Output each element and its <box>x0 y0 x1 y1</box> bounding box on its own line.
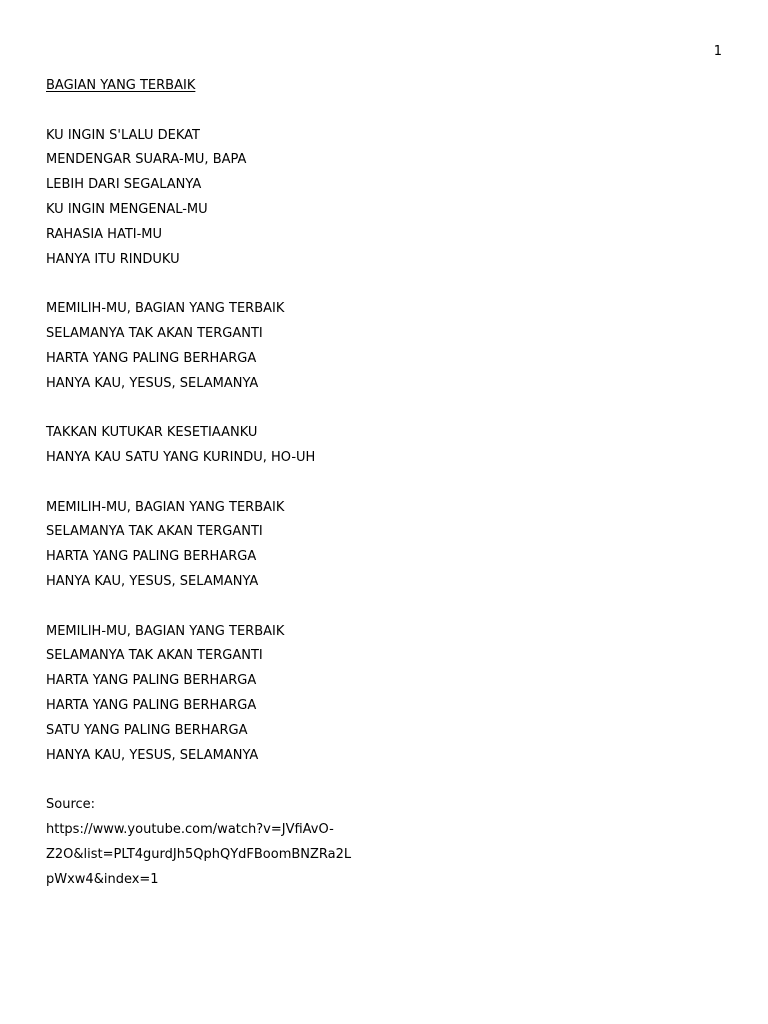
lyric-line: SATU YANG PALING BERHARGA <box>46 722 248 738</box>
stanza-4 <box>46 496 726 595</box>
song-title: BAGIAN YANG TERBAIK <box>46 78 196 93</box>
source-url-line[interactable]: Z2O&list=PLT4gurdJh5QphQYdFBoomBNZRa2L <box>46 846 352 862</box>
stanza-3 <box>46 421 726 471</box>
source-block <box>46 793 726 892</box>
lyric-line: HANYA KAU, YESUS, SELAMANYA <box>46 573 259 589</box>
lyric-line: HANYA KAU, YESUS, SELAMANYA <box>46 747 259 763</box>
lyric-line: SELAMANYA TAK AKAN TERGANTI <box>46 524 263 540</box>
stanza-1 <box>46 124 726 273</box>
lyric-line: SELAMANYA TAK AKAN TERGANTI <box>46 325 263 341</box>
lyric-line: LEBIH DARI SEGALANYA <box>46 177 202 193</box>
lyric-line: HARTA YANG PALING BERHARGA <box>46 549 257 565</box>
lyric-line: MEMILIH-MU, BAGIAN YANG TERBAIK <box>46 623 285 639</box>
lyric-line: RAHASIA HATI-MU <box>46 226 163 242</box>
stanza-5 <box>46 620 726 769</box>
lyric-line: KU INGIN S'LALU DEKAT <box>46 127 200 143</box>
lyric-line: HARTA YANG PALING BERHARGA <box>46 673 257 689</box>
lyric-line: TAKKAN KUTUKAR KESETIAANKU <box>46 425 258 441</box>
stanza-2 <box>46 297 726 396</box>
page-number: 1 <box>713 44 722 59</box>
lyric-line: MEMILIH-MU, BAGIAN YANG TERBAIK <box>46 499 285 515</box>
source-url-line[interactable]: https://www.youtube.com/watch?v=JVfiAvO- <box>46 821 334 837</box>
lyric-line: HANYA KAU SATU YANG KURINDU, HO-UH <box>46 449 316 465</box>
lyric-line: HARTA YANG PALING BERHARGA <box>46 350 257 366</box>
lyrics-content <box>46 74 726 892</box>
lyric-line: HARTA YANG PALING BERHARGA <box>46 697 257 713</box>
lyric-line: HANYA KAU, YESUS, SELAMANYA <box>46 375 259 391</box>
lyric-line: SELAMANYA TAK AKAN TERGANTI <box>46 648 263 664</box>
source-label: Source: <box>46 797 96 813</box>
lyric-line: MENDENGAR SUARA-MU, BAPA <box>46 152 247 168</box>
lyric-line: HANYA ITU RINDUKU <box>46 251 180 267</box>
source-url-line[interactable]: pWxw4&index=1 <box>46 871 159 887</box>
lyric-line: MEMILIH-MU, BAGIAN YANG TERBAIK <box>46 301 285 317</box>
lyric-line: KU INGIN MENGENAL-MU <box>46 201 208 217</box>
